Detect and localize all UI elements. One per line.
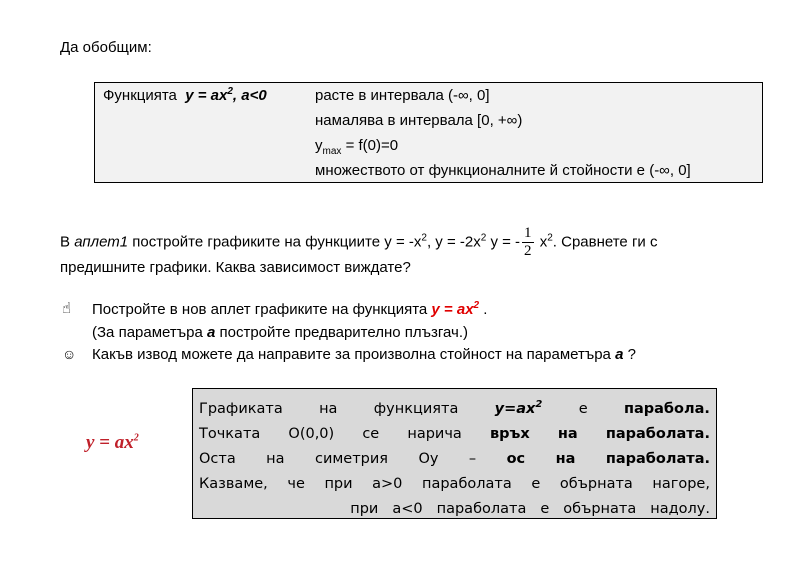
- hand-pointer-icon: ☝: [62, 300, 72, 317]
- summary-increasing: расте в интервала (-∞, 0]: [315, 87, 490, 104]
- summary-decreasing: намалява в интервала [0, +∞): [315, 112, 523, 129]
- summary-box: [94, 82, 763, 183]
- fraction-one-half: $\frac{1}{2}$: [524, 225, 532, 259]
- summary-ymax: $y_{max} = f(0)=0$: [315, 137, 399, 157]
- smiley-icon: ☺: [62, 346, 77, 362]
- intro-heading: Да обобщим:: [60, 39, 152, 56]
- task-paragraph-continued: предишните графики. Каква зависимост виждате?: [60, 259, 411, 276]
- conclusion-box: [192, 388, 717, 519]
- applet-reference: аплет1: [74, 233, 129, 251]
- conclusion-line-1: Графиката на функцията $y=ax^2$ е парабола.: [199, 399, 710, 417]
- formula-label: $y = ax^2$: [86, 432, 139, 453]
- summary-range: множеството от функционалните й стойности е (-∞, 0]: [315, 162, 691, 179]
- instruction-note: (За параметъра a постройте предварително плъзгач.): [92, 324, 469, 341]
- conclusion-line-2: Точката O(0,0) се нарича връх на параболата.: [199, 426, 710, 442]
- instruction-item: Постройте в нов аплет графиките на функцията $y = ax^2$ .: [92, 300, 488, 318]
- conclusion-line-3: Оста на симетрия Oy – ос на параболата.: [199, 451, 710, 467]
- question-item: Какъв извод можете да направите за произволна стойност на параметъра a ?: [92, 346, 636, 363]
- task-paragraph: В аплет1 постройте графиките на функциите $y = -x^2$, $y = -2x^2$ y = - $\frac{1}{2}$ $x^2$. Сравнете ги с: [60, 225, 658, 259]
- conclusion-line-4: Казваме, че при a>0 параболата е обърната нагоре,: [199, 476, 710, 492]
- summary-function-label: Функцията $y = ax^2$, a<0: [103, 86, 267, 104]
- conclusion-line-5: при a<0 параболата е обърната надолу.: [350, 501, 710, 517]
